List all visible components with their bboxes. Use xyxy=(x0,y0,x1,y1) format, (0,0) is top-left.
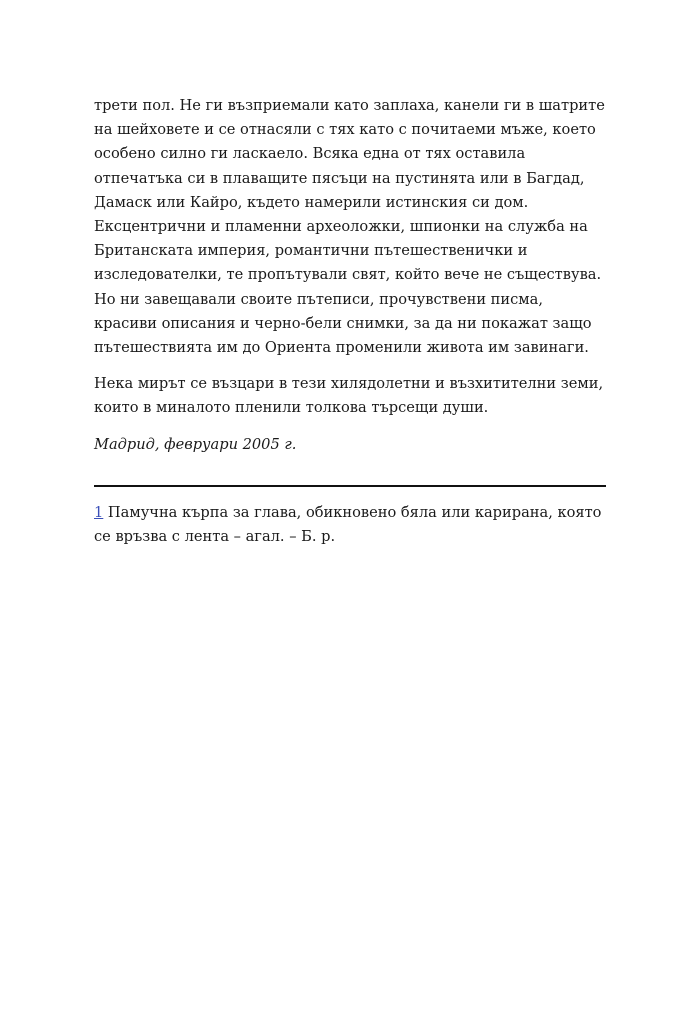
place-date-signature: Мадрид, февруари 2005 г. xyxy=(94,435,297,453)
footnote-separator xyxy=(94,485,606,487)
footnote-number-link[interactable]: 1 xyxy=(94,503,104,521)
footnote-text: Памучна кърпа за глава, обикновено бяла или карирана, която се връзва с лента – агал. – Б. р. xyxy=(94,503,602,545)
footnote xyxy=(94,501,606,549)
body-paragraph: трети пол. Не ги възприемали като заплаха, канели ги в шатрите на шейховете и се отнасяли с тях като с почитаеми мъже, което особено силно ги ласкаело. Всяка една от тях оставила отпечатъка си в плаващите пясъци на пустинята или в Багдад, Дамаск или Кайро, където намерили истинския си дом. Ексцентрични и пламенни археоложки, шпионки на служба на Британската империя, романтични пътешественички и изследователки, те пропътували свят, който вече не съществува. Но ни завещавали своите пътеписи, прочувствени писма, красиви описания и черно-бели снимки, за да ни покажат защо пътешествията им до Ориента променили живота им завинаги. xyxy=(94,97,605,357)
document-page xyxy=(94,94,606,563)
body-paragraph: Нека мирът се възцари в тези хилядолетни и възхитителни земи, които в миналото пленили толкова търсещи души. xyxy=(94,375,604,417)
